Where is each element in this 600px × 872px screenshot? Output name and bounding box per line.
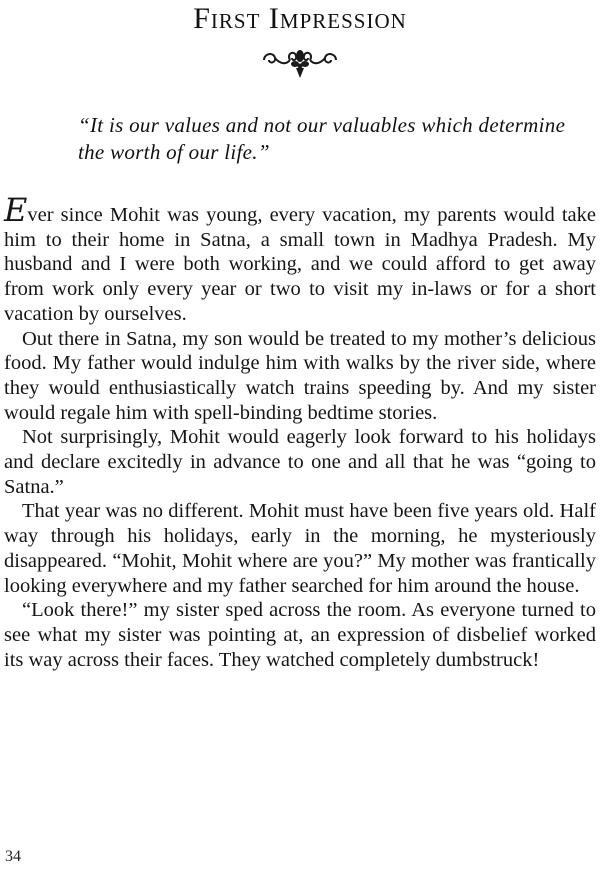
story-body — [4, 191, 596, 672]
story-paragraph — [4, 191, 596, 327]
floral-ornament-icon — [258, 44, 342, 80]
paragraph-text: ver since Mohit was young, every vacation, my parents would take him to their home in Satna, a small town in Madhya Pradesh. My husband and I were both working, and we could afford to get away from work only every year or two to visit my in-laws or for a short vacation by ourselves. — [4, 204, 596, 325]
story-paragraph: Out there in Satna, my son would be treated to my mother’s delicious food. My father would indulge him with walks by the river side, where they would enthusiastically watch trains speeding by. And my sister would regale him with spell-binding bedtime stories. — [4, 327, 596, 424]
story-paragraph: “Look there!” my sister sped across the room. As everyone turned to see what my sister was pointing at, an expression of disbelief worked its way across their faces. They watched completely dumbstruck! — [4, 599, 596, 671]
story-paragraph: That year was no different. Mohit must have been five years old. Half way through his holidays, early in the morning, he mysteriously disappeared. “Mohit, Mohit where are you?” My mother was frantically looking everywhere and my father searched for him around the house. — [4, 500, 596, 597]
page-number: 34 — [5, 848, 21, 865]
story-paragraph: Not surprisingly, Mohit would eagerly look forward to his holidays and declare excitedly in advance to one and all that he was “going to Satna.” — [4, 426, 596, 498]
chapter-title: First Impression — [193, 2, 407, 35]
drop-cap: E — [4, 191, 28, 229]
epigraph-quote: “It is our values and not our valuables which determine the worth of our life.” — [78, 113, 566, 164]
